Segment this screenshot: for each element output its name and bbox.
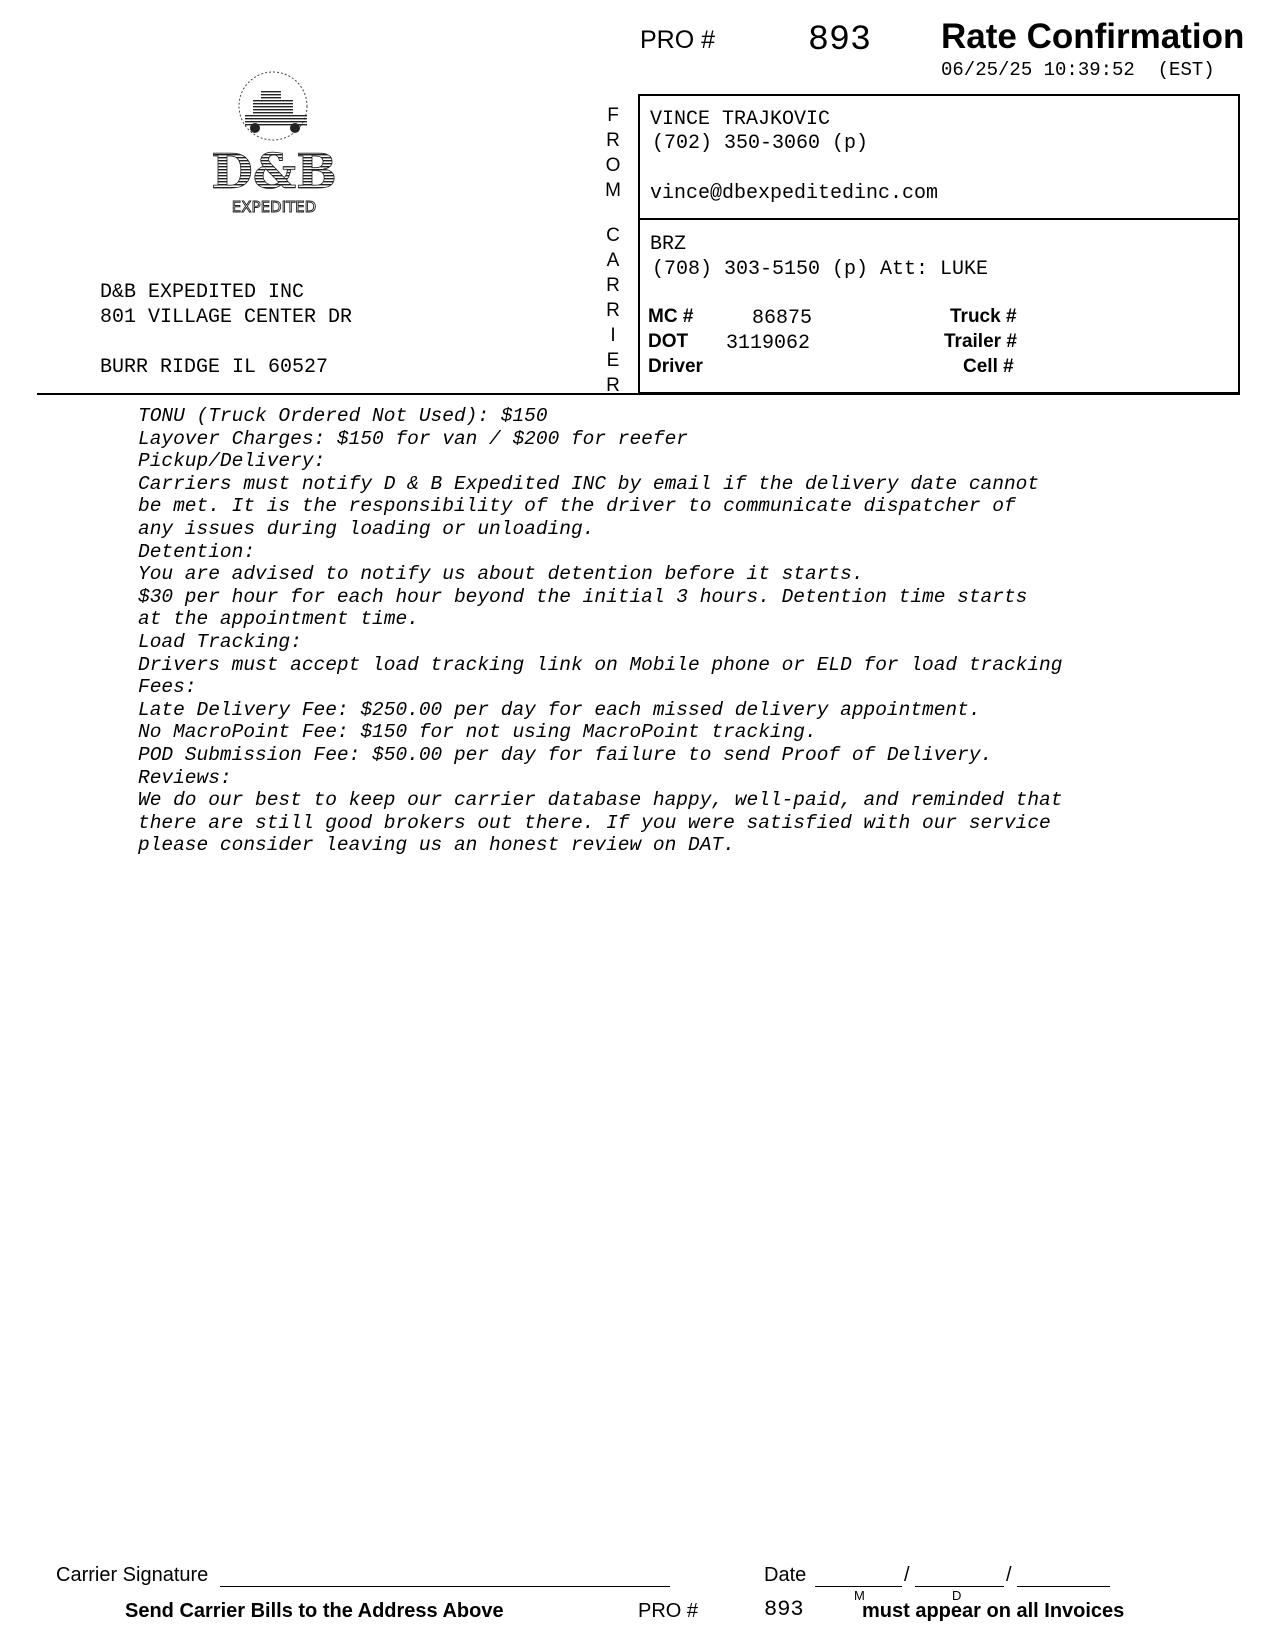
signature-line[interactable] [220, 1586, 670, 1587]
terms-line: Pickup/Delivery: [138, 450, 326, 473]
carrier-letter: R [606, 300, 620, 321]
carrier-letter: R [606, 275, 620, 296]
signature-label: Carrier Signature [56, 1564, 209, 1586]
carrier-vertical-label [602, 223, 624, 398]
footer-pro-label: PRO # [638, 1600, 699, 1622]
from-name: VINCE TRAJKOVIC [650, 108, 831, 131]
carrier-phone: (708) 303-5150 (p) Att: LUKE [652, 258, 989, 281]
date-separator: / [1006, 1564, 1012, 1586]
terms-line: You are advised to notify us about detention before it starts. [138, 563, 864, 586]
carrier-name: BRZ [650, 233, 687, 256]
date-day-field[interactable] [915, 1586, 1004, 1587]
truck-label: Truck # [950, 306, 1017, 327]
terms-line: Drivers must accept load tracking link on Mobile phone or ELD for load tracking [138, 653, 1063, 676]
company-city: BURR RIDGE IL 60527 [100, 356, 329, 379]
company-street: 801 VILLAGE CENTER DR [100, 306, 353, 329]
date-month-field[interactable] [815, 1586, 902, 1587]
date-separator: / [904, 1564, 910, 1586]
terms-line: Load Tracking: [138, 630, 302, 653]
mc-value: 86875 [752, 307, 813, 330]
terms-line: there are still good brokers out there. If you were satisfied with our service [138, 811, 1051, 834]
svg-text:EXPEDITED: EXPEDITED [231, 198, 317, 216]
pro-label: PRO # [640, 26, 716, 54]
invoice-note: must appear on all Invoices [862, 1600, 1125, 1622]
from-letter: R [606, 130, 620, 151]
driver-label: Driver [648, 356, 703, 377]
carrier-letter: R [606, 375, 620, 396]
terms-line: Fees: [138, 676, 197, 699]
date-label: Date [764, 1564, 807, 1586]
company-name: D&B EXPEDITED INC [100, 281, 305, 304]
terms-line: Reviews: [138, 766, 232, 789]
terms-list [138, 405, 1062, 857]
send-bills-note: Send Carrier Bills to the Address Above [125, 1600, 504, 1622]
date-year-field[interactable] [1017, 1586, 1110, 1587]
carrier-letter: C [606, 225, 620, 246]
cell-label: Cell # [963, 356, 1014, 377]
terms-line: please consider leaving us an honest review on DAT. [138, 834, 735, 857]
carrier-letter: E [606, 350, 620, 371]
trailer-label: Trailer # [944, 331, 1017, 352]
from-phone: (702) 350-3060 (p) [652, 132, 869, 155]
mc-label: MC # [648, 306, 694, 327]
carrier-letter: A [606, 250, 620, 271]
header-rule [37, 393, 1240, 395]
terms-line: be met. It is the responsibility of the driver to communicate dispatcher of [138, 495, 1016, 518]
box-divider [638, 218, 1240, 220]
company-logo [211, 70, 343, 220]
from-letter: O [605, 155, 621, 176]
from-letter: M [605, 180, 621, 201]
dot-value: 3119062 [726, 332, 811, 355]
terms-line: No MacroPoint Fee: $150 for not using MacroPoint tracking. [138, 721, 817, 744]
pro-number: 893 [808, 20, 872, 60]
dot-label: DOT [648, 331, 689, 352]
day-hint: D [952, 1588, 962, 1603]
terms-line: POD Submission Fee: $50.00 per day for failure to send Proof of Delivery. [138, 743, 993, 766]
svg-text:D&B: D&B [211, 144, 337, 200]
from-letter: F [607, 105, 619, 126]
terms-line: any issues during loading or unloading. [138, 517, 595, 540]
footer-pro-number: 893 [764, 1597, 804, 1622]
from-email: vince@dbexpeditedinc.com [650, 182, 939, 205]
terms-line: at the appointment time. [138, 608, 419, 631]
terms-line: We do our best to keep our carrier database happy, well-paid, and reminded that [138, 789, 1063, 812]
terms-line: Layover Charges: $150 for van / $200 for reefer [138, 427, 688, 450]
month-hint: M [854, 1588, 865, 1603]
page-title: Rate Confirmation [941, 17, 1245, 56]
terms-line: $30 per hour for each hour beyond the initial 3 hours. Detention time starts [138, 585, 1028, 608]
timestamp: 06/25/25 10:39:52 (EST) [941, 59, 1215, 81]
terms-line: Detention: [138, 540, 256, 563]
from-vertical-label [602, 103, 624, 203]
terms-line: Carriers must notify D & B Expedited INC by email if the delivery date cannot [138, 472, 1040, 495]
terms-line: TONU (Truck Ordered Not Used): $150 [138, 405, 548, 427]
terms-line: Late Delivery Fee: $250.00 per day for each missed delivery appointment. [138, 698, 981, 721]
carrier-letter: I [610, 325, 616, 346]
